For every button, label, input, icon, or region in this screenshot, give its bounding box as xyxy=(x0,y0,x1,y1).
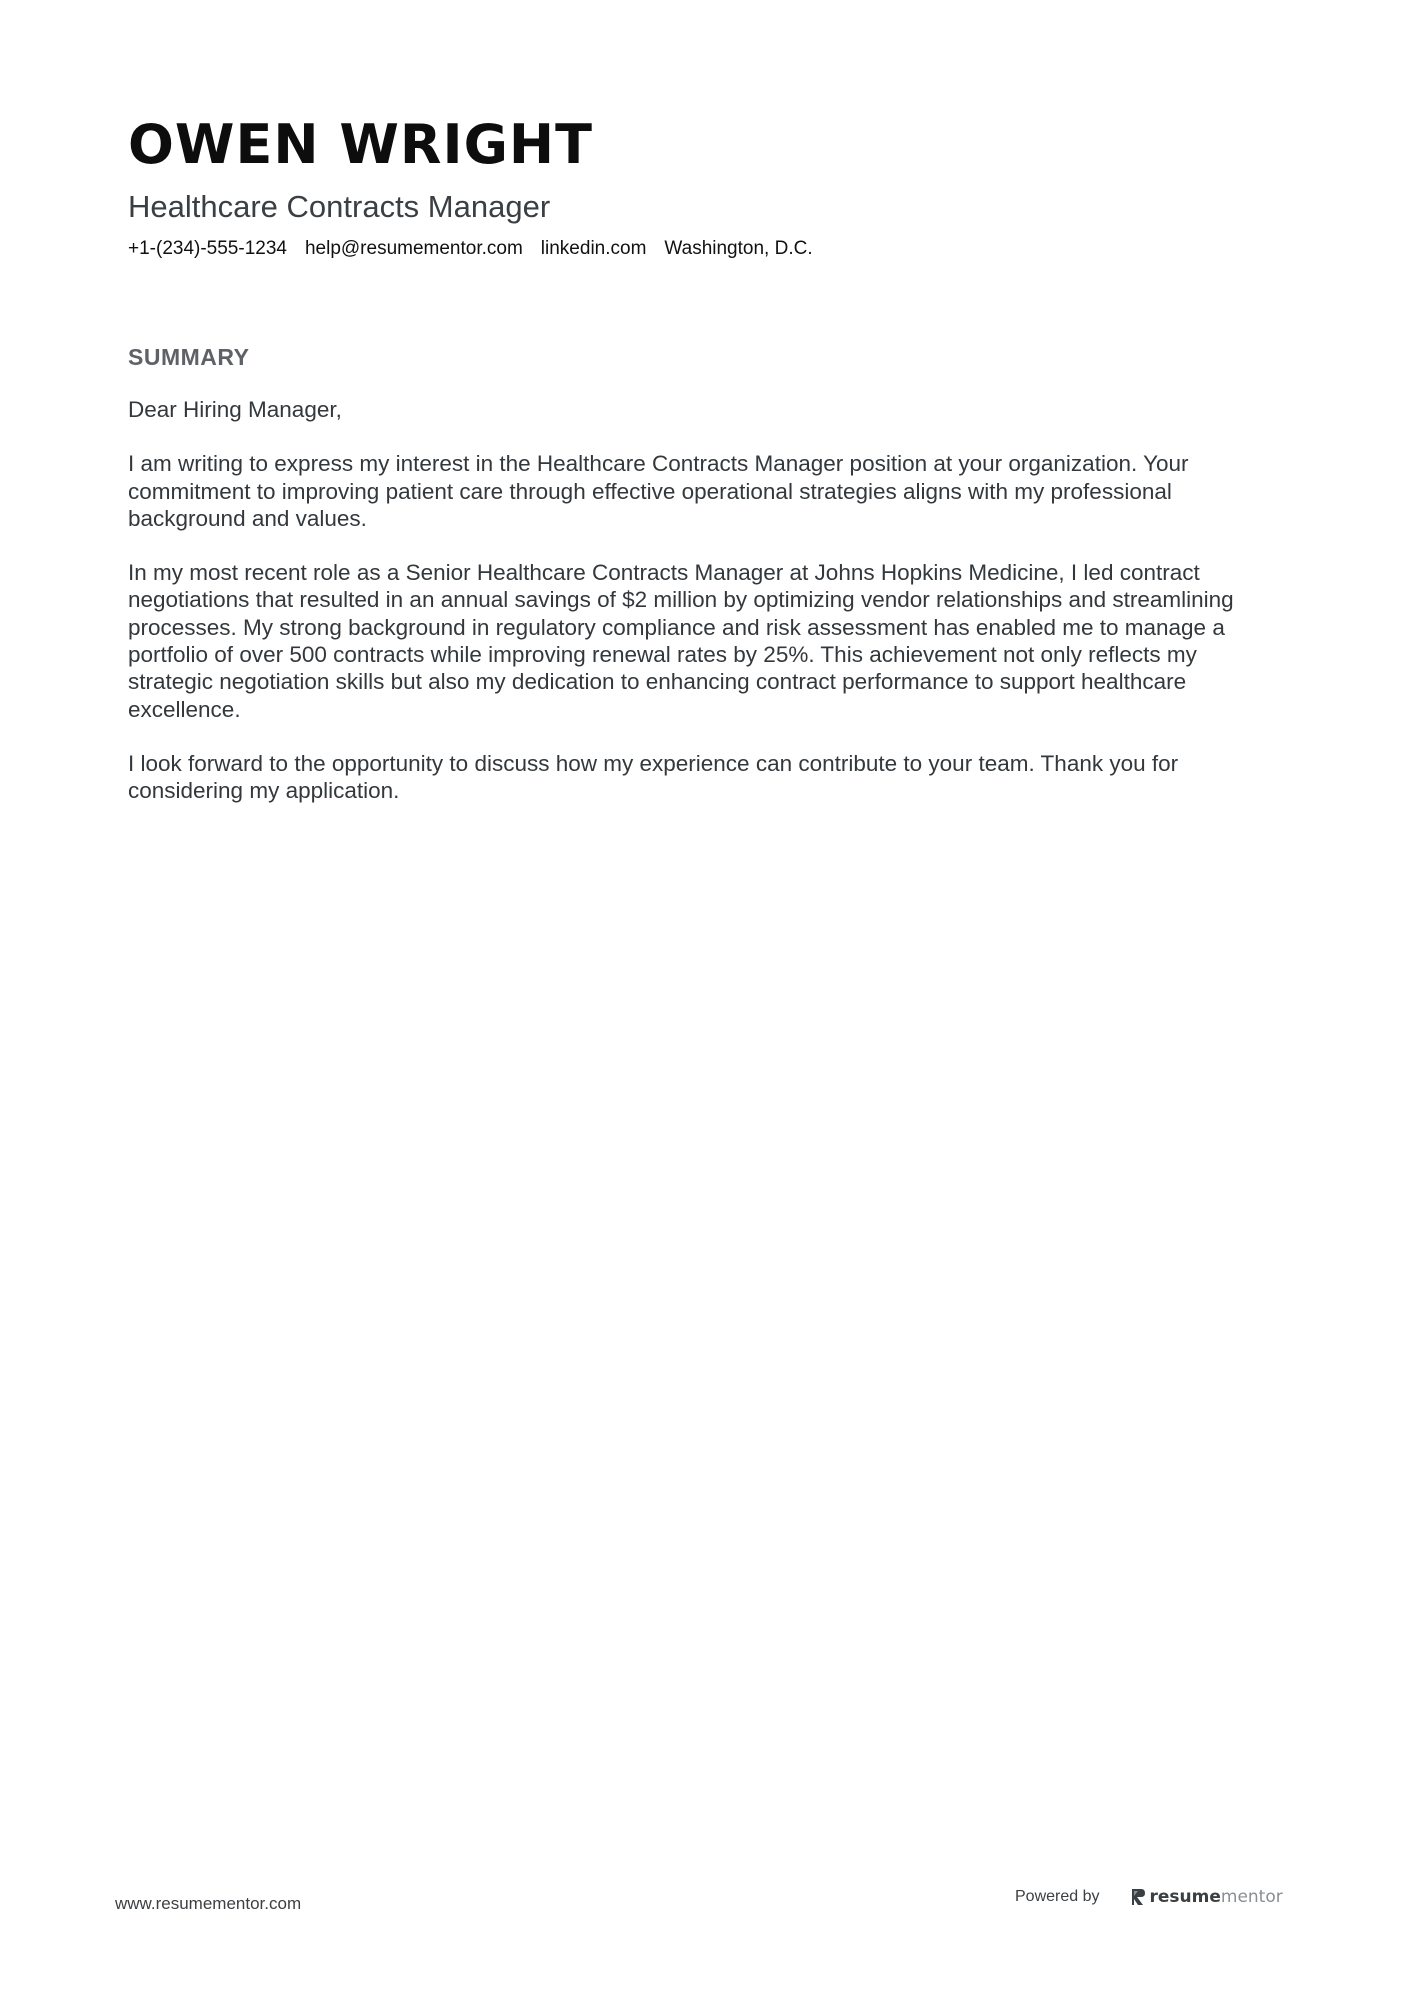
paragraph-experience: In my most recent role as a Senior Healthcare Contracts Manager at Johns Hopkins Medicine, I led contract negotiations that resulted in an annual savings of $2 million by optimizing vendor relationships and streamlining processes. My strong background in regulatory compliance and risk assessment has enabled me to manage a portfolio of over 500 contracts while improving renewal rates by 25%. This achievement not only reflects my strategic negotiation skills but also my dedication to enhancing contract performance to support healthcare excellence. xyxy=(128,560,1234,722)
paragraph-closing: I look forward to the opportunity to discuss how my experience can contribute to your team. Thank you for considering my application. xyxy=(128,750,1179,804)
header xyxy=(128,112,1288,262)
paragraph-intro: I am writing to express my interest in the Healthcare Contracts Manager position at your organization. Your commitment to improving patient care through effective operational strategies aligns with my professional background and values. xyxy=(128,451,1189,531)
brand-wordmark xyxy=(1150,1886,1283,1908)
contact-email[interactable]: help@resumementor.com xyxy=(304,238,523,259)
contact-info xyxy=(128,236,1288,262)
contact-location: Washington, D.C. xyxy=(664,238,813,259)
footer-website[interactable]: www.resumementor.com xyxy=(115,1894,302,1913)
job-title: Healthcare Contracts Manager xyxy=(128,189,551,224)
resumementor-logo-icon xyxy=(1130,1887,1146,1907)
summary-section xyxy=(128,342,1288,805)
brand-wordmark-part1: resume xyxy=(1149,1887,1221,1907)
powered-by-label: Powered by xyxy=(1015,1888,1100,1905)
footer-branding xyxy=(1015,1886,1283,1908)
brand-wordmark-part2: mentor xyxy=(1220,1887,1283,1907)
greeting: Dear Hiring Manager, xyxy=(128,397,342,422)
contact-phone: +1-(234)-555-1234 xyxy=(128,238,287,259)
section-heading: SUMMARY xyxy=(128,344,250,370)
candidate-name: OWEN WRIGHT xyxy=(128,113,593,176)
contact-linkedin[interactable]: linkedin.com xyxy=(540,238,647,259)
brand-logo-link[interactable] xyxy=(1130,1886,1283,1908)
